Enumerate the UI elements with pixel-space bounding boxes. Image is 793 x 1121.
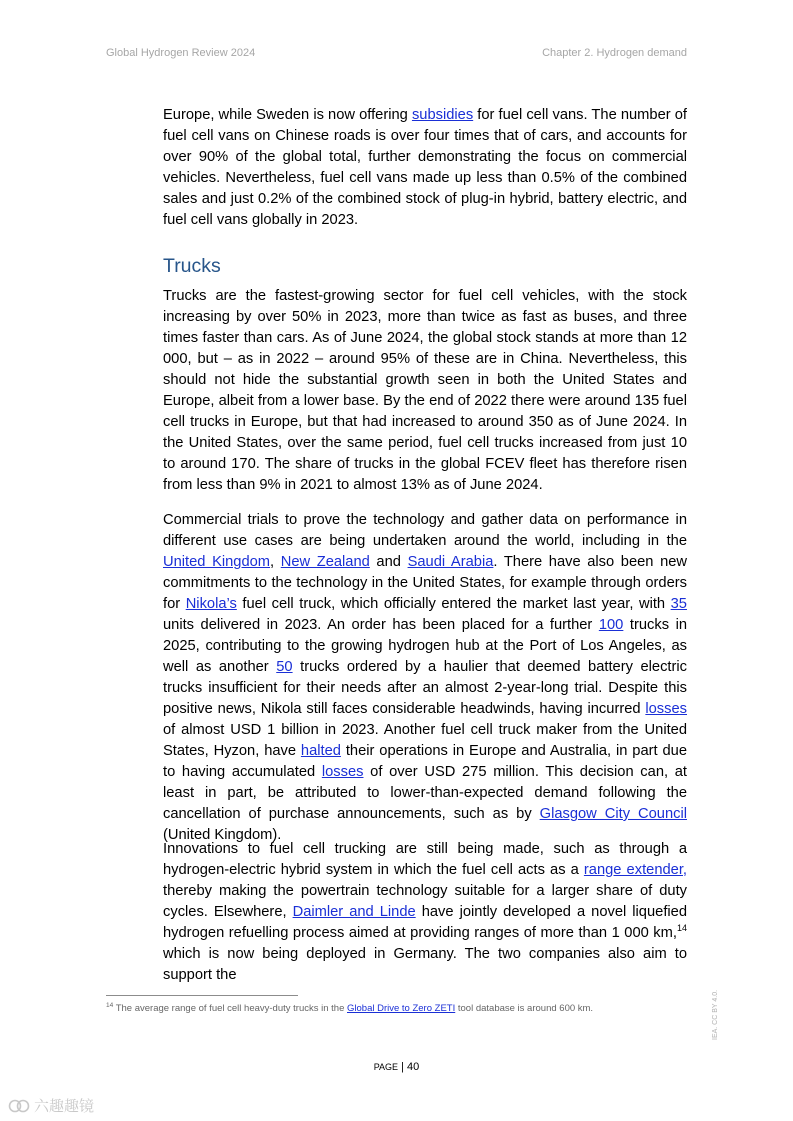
section-heading-trucks: Trucks xyxy=(163,255,221,277)
nikola-losses-link[interactable]: losses xyxy=(645,701,687,717)
watermark xyxy=(8,1095,94,1116)
paragraph-trucks-growth: Trucks are the fastest-growing sector for fuel cell vehicles, with the stock increasing by over 50% in 2023, more than twice as fast as buses, and three times faster than cars. As of June 2024, the global stock stands at more than 12 000, but – as in 2022 – around 95% of these are in China. Nevertheless, this should not hide the substantial growth seen in both the United States and Europe, albeit from a lower base. By the end of 2022 there were around 135 fuel cell trucks in Europe, but that had increased to around 350 as of June 2024. In the United States, over the same period, fuel cell trucks increased from just 10 to around 170. The share of trucks in the global FCEV fleet has therefore risen from less than 9% in 2021 to almost 13% as of June 2024. xyxy=(163,288,687,493)
watermark-text: 六趣趣镜 xyxy=(34,1098,95,1115)
zeti-link[interactable]: Global Drive to Zero ZETI xyxy=(347,1003,456,1014)
saudi-arabia-link[interactable]: Saudi Arabia xyxy=(407,554,494,570)
subsidies-link[interactable]: subsidies xyxy=(411,107,474,123)
paragraph-vans: Europe, while Sweden is now offering subsidies for fuel cell vans. The number of fuel cell vans on Chinese roads is over four times that of cars, and accounts for over 90% of the global total, further demonstrating the focus on commercial vehicles. Nevertheless, fuel cell vans made up less than 0.5% of the combined sales and just 0.2% of the combined stock of plug-in hybrid, battery electric, and fuel cell vans globally in 2023. xyxy=(163,107,688,228)
new-zealand-link[interactable]: New Zealand xyxy=(280,554,370,570)
paragraph-commercial-trials: Commercial trials to prove the technology and gather data on performance in different use cases are being undertaken around the world, including in the United Kingdom, New Zealand and Saudi Arabia. There have also been new commitments to the technology in the United States, for example through orders for Nikola’s fuel cell truck, which officially entered the market last year, with 35 units delivered in 2023. An order has been placed for a further 100 trucks in 2025, contributing to the growing hydrogen hub at the Port of Los Angeles, as well as another 50 trucks ordered by a haulier that deemed battery electric trucks insufficient for their needs after an almost 2-year-long trial. Despite this positive news, Nikola still faces considerable headwinds, having incurred losses of almost USD 1 billion in 2023. Another fuel cell truck maker from the United States, Hyzon, have halted their operations in Europe and Australia, in part due to having accumulated losses of over USD 275 million. This decision can, at least in part, be attributed to lower-than-expected demand following the cancellation of purchase announcements, such as by Glasgow City Council (United Kingdom). xyxy=(163,512,688,843)
watermark-logo-icon xyxy=(8,1098,30,1114)
footnote-14: $^{14}$ The average range of fuel cell heavy-duty trucks in the Global Drive to Zero ZETI tool database is around 600 km. xyxy=(106,1001,594,1014)
page-number: PAGE | 40 xyxy=(373,1061,420,1073)
order-100-link[interactable]: 100 xyxy=(598,617,624,633)
range-extender-link[interactable]: range extender, xyxy=(583,862,687,878)
hyzon-losses-link[interactable]: losses xyxy=(321,764,364,780)
glasgow-city-council-link[interactable]: Glasgow City Council xyxy=(539,806,687,822)
footnote-separator xyxy=(106,995,298,996)
nikola-link[interactable]: Nikola’s xyxy=(185,596,237,612)
halted-link[interactable]: halted xyxy=(300,743,341,759)
license-text: IEA. CC BY 4.0. xyxy=(712,989,719,1040)
daimler-linde-link[interactable]: Daimler and Linde xyxy=(292,904,416,920)
units-35-link[interactable]: 35 xyxy=(670,596,687,612)
united-kingdom-link[interactable]: United Kingdom xyxy=(163,554,271,570)
footnote-ref-14[interactable]: 14 xyxy=(676,923,687,934)
trucks-50-link[interactable]: 50 xyxy=(276,659,293,675)
running-header-title: Global Hydrogen Review 2024 xyxy=(106,47,256,59)
paragraph-innovations: Innovations to fuel cell trucking are still being made, such as through a hydrogen-electric hybrid system in which the fuel cell acts as a range extender, thereby making the powertrain technology suitable for a larger share of duty cycles. Elsewhere, Daimler and Linde have jointly developed a novel liquefied hydrogen refuelling process aimed at providing ranges of more than 1 000 km,$^{14}$ which is now being deployed in Germany. The two companies also aim to support the xyxy=(163,841,687,983)
running-header-chapter: Chapter 2. Hydrogen demand xyxy=(542,47,687,59)
